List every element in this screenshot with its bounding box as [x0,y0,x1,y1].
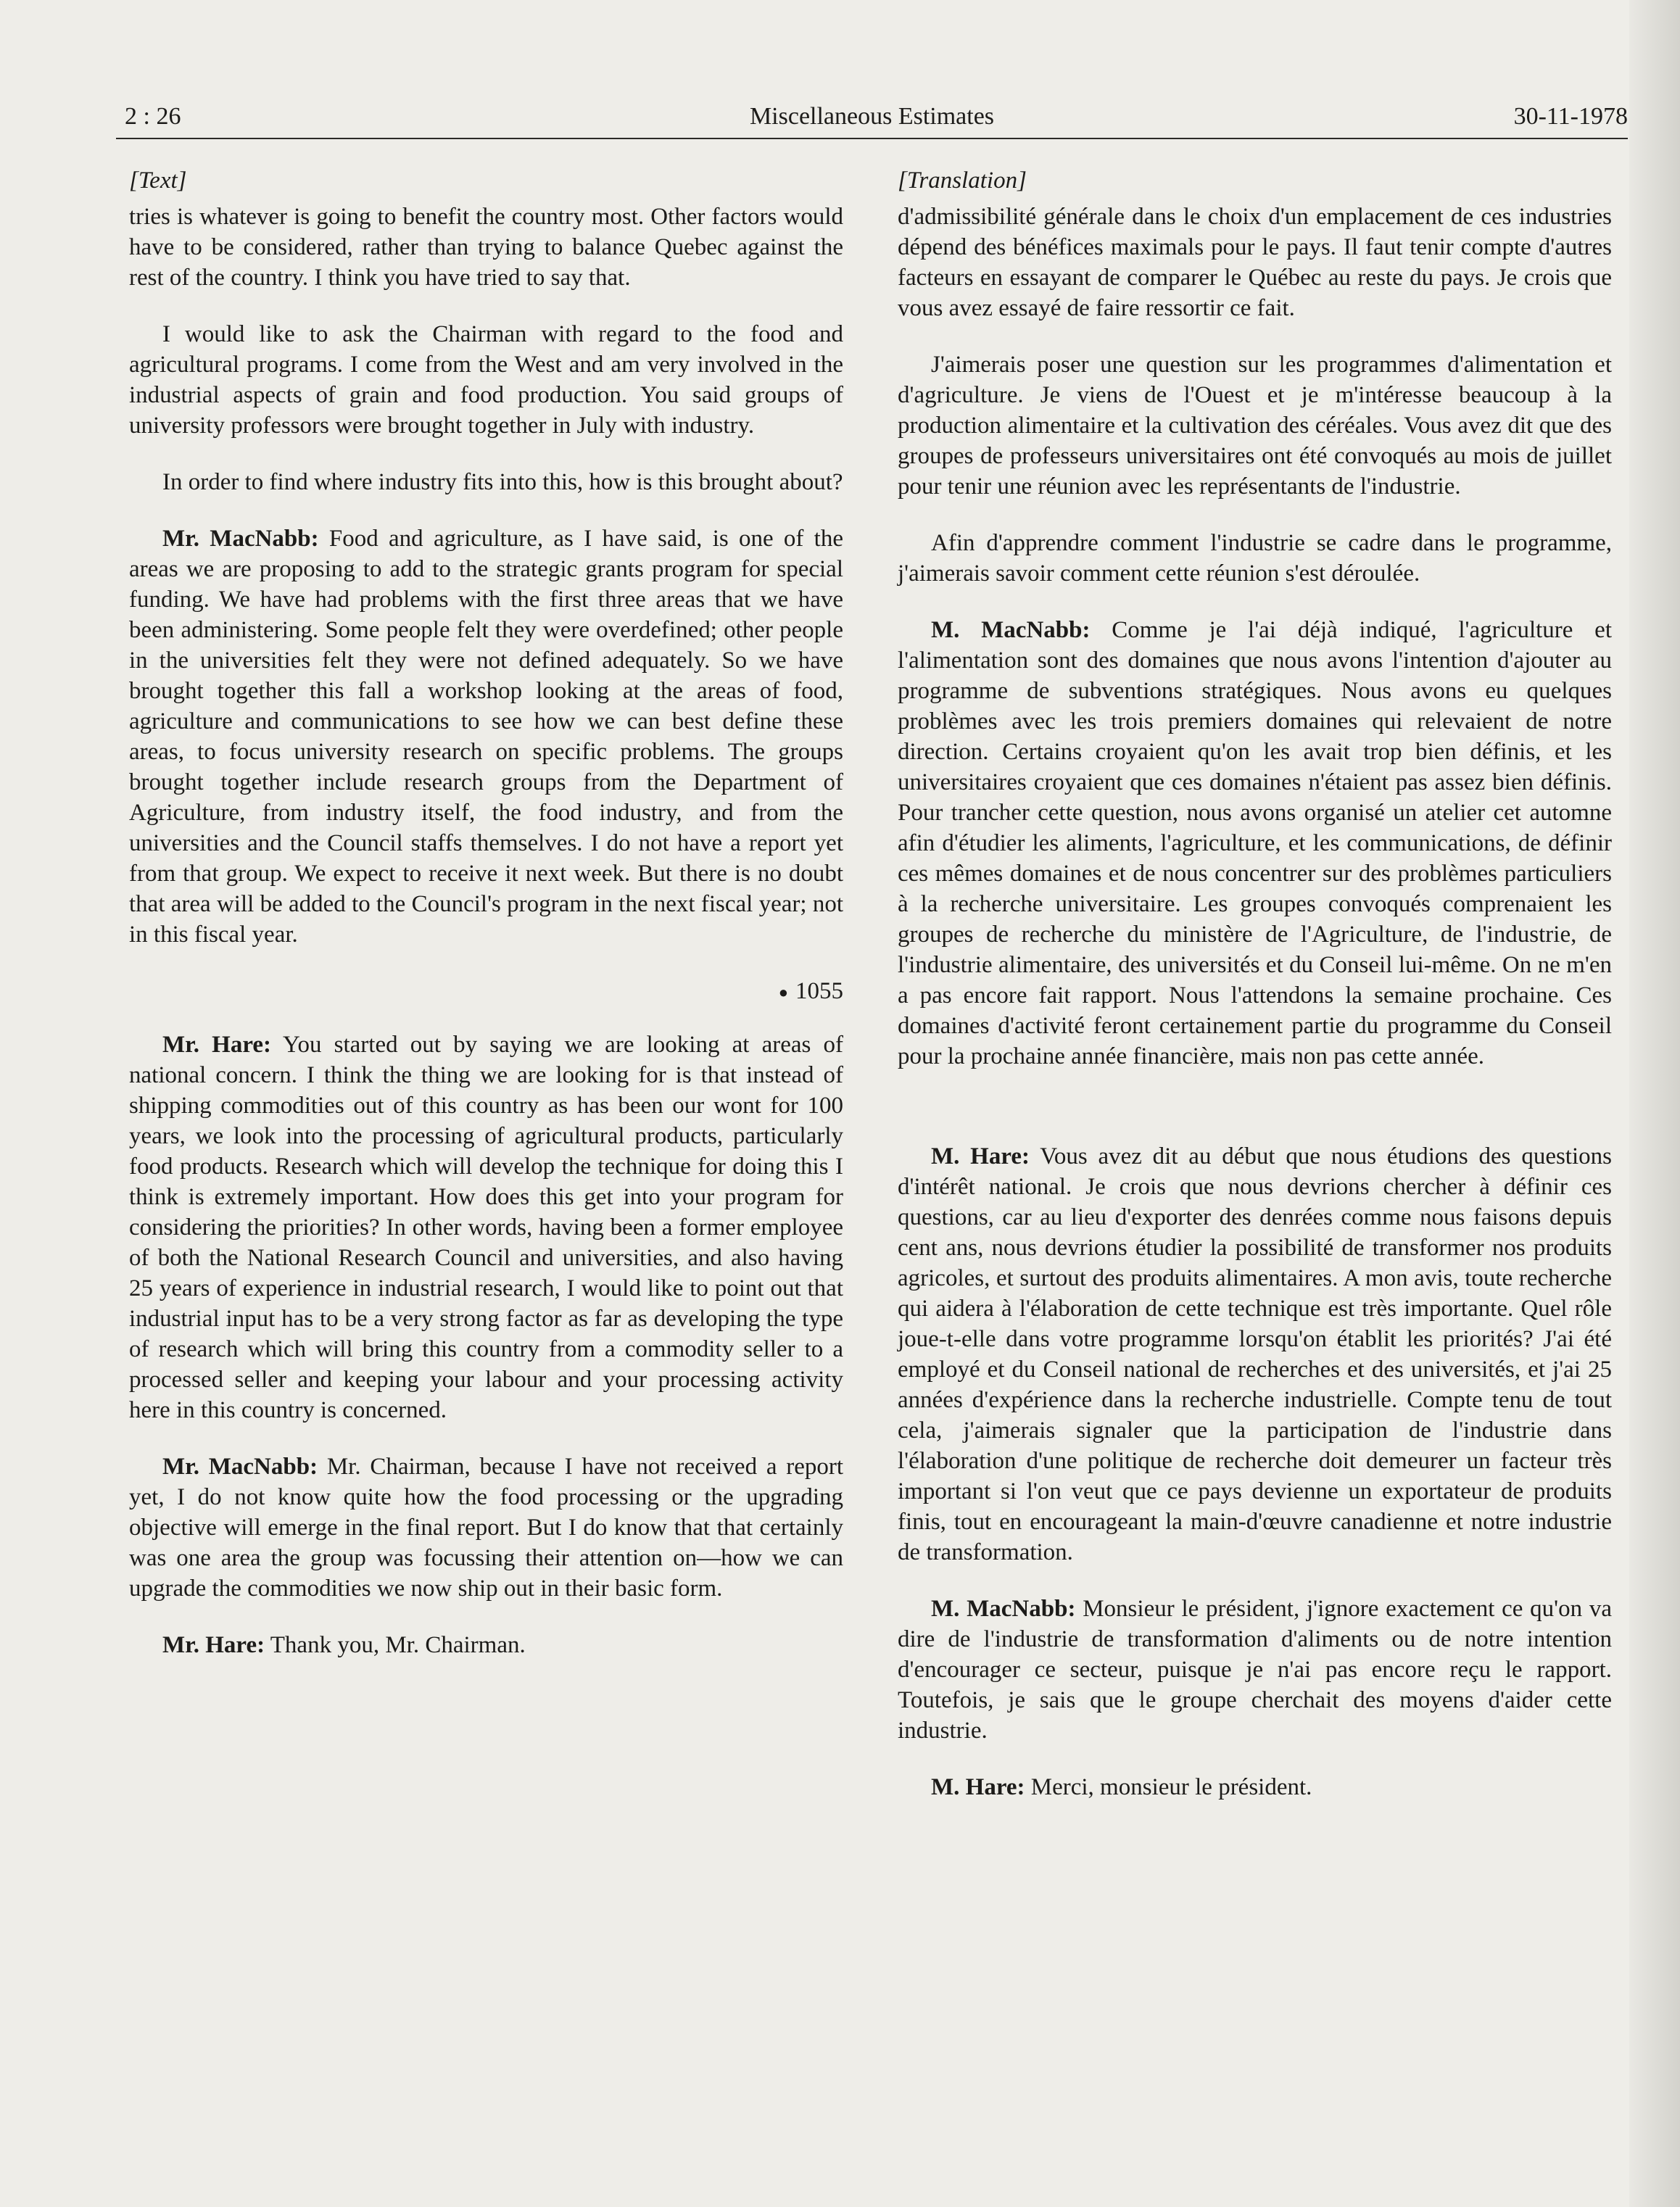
speech-paragraph [898,615,1612,1072]
paragraph: J'aimerais poser une question sur les programmes d'alimentation et d'agriculture. Je viens de l'Ouest et je m'intéresse beaucoup à la production alimentaire et la cultivation des céréales. Vous avez dit que des groupes de professeurs universitaires ont été convoqués au mois de juillet pour tenir une réunion avec les représentants de l'industrie. [898,352,1612,500]
spacer [898,1098,1612,1141]
speech-paragraph [898,1772,1612,1802]
paragraph: I would like to ask the Chairman with regard to the food and agricultural programs. I come from the West and am very involved in the industrial aspects of grain and food production. You said groups of university professors were brought together in July with industry. [129,321,843,439]
english-column [129,165,843,1686]
speaker-name: Mr. MacNabb: [162,526,319,552]
speech-text: Mr. Chairman, because I have not received a report yet, I do not know quite how the food processing or the upgrading objective will emerge in the final report. But I do know that that certainly was one area the group was focussing their attention on—how we can upgrade the commodities we now ship out in their basic form. [129,1454,843,1602]
time-marker [129,976,843,1008]
page-number: 2 : 26 [125,103,181,130]
speech-paragraph [129,1630,843,1660]
paragraph: In order to find where industry fits into this, how is this brought about? [162,469,843,495]
speaker-name: Mr. Hare: [162,1632,265,1659]
page-header [116,100,1628,139]
speech-paragraph [129,523,843,950]
speech-text: Thank you, Mr. Chairman. [265,1632,526,1659]
speaker-name: Mr. MacNabb: [162,1454,318,1481]
speaker-name: M. MacNabb: [931,617,1091,643]
speaker-name: M. MacNabb: [931,1596,1076,1622]
speech-paragraph [129,1030,843,1425]
speech-text: Vous avez dit au début que nous étudions des questions d'intérêt national. Je crois que nous devrions chercher à définir ces questions, car au lieu d'exporter des denrées comme nous faisons depuis cent ans, nous devrions étudier la possibilité de transformer nos produits agricoles, et surtout des produits alimentaires. A mon avis, toute recherche qui aidera à l'élaboration de cette technique est très importante. Quel rôle joue-t-elle dans votre programme lorsqu'on établit les priorités? J'ai été employé et du Conseil national de recherches et des universités, et j'ai 25 années d'expérience dans la recherche industrielle. Compte tenu de tout cela, j'aimerais signaler que la participation de l'industrie dans l'élaboration d'une politique de recherche doit demeurer un facteur très important si l'on veut que ce pays devienne un exportateur de produits finis, tout en encourageant la main-d'œuvre canadienne et notre industrie de transformation. [898,1143,1612,1565]
page-edge-shadow [1629,0,1680,2207]
speaker-name: M. Hare: [931,1143,1030,1169]
bullet-icon: ● [778,983,788,1002]
speaker-name: M. Hare: [931,1774,1025,1800]
page-title: Miscellaneous Estimates [749,103,995,130]
speech-text: Merci, monsieur le président. [1025,1774,1312,1800]
text-label: [Text] [129,167,187,194]
speech-paragraph [898,1594,1612,1746]
speech-text: Comme je l'ai déjà indiqué, l'agriculture et l'alimentation sont des domaines que nous avons l'intention d'ajouter au programme de subventions stratégiques. Nous avons eu quelques problèmes avec les trois premiers domaines qui relevaient de notre direction. Certains croyaient qu'on les avait trop bien définis, et les universitaires croyaient que ces domaines n'étaient pas assez bien définis. Pour trancher cette question, nous avons organisé un atelier cet automne afin d'étudier les aliments, l'agriculture, et les communications, de définir ces mêmes domaines et de nous concentrer sur des problèmes particuliers à la recherche universitaire. Les groupes convoqués comprenaient les groupes de recherche du ministère de l'Agriculture, de l'industrie, de l'industrie alimentaire, des universités et du Conseil lui-même. On ne m'en a pas encore fait rapport. Nous l'attendons la semaine prochaine. Ces domaines d'activité feront certainement partie du programme du Conseil pour la prochaine année financière, mais non pas cette année. [898,617,1612,1069]
translation-label: [Translation] [898,167,1027,194]
speech-text: You started out by saying we are looking at areas of national concern. I think the thing we are looking for is that instead of shipping commodities out of this country as has been our wont for 100 years, we look into the processing of agricultural products, particularly food products. Research which will develop the technique for doing this I think is extremely important. How does this get into your program for considering the priorities? In other words, having been a former employee of both the National Research Council and universities, and also having 25 years of experience in industrial research, I would like to point out that industrial input has to be a very strong factor as far as developing the type of research which will bring this country from a commodity seller to a processed seller and keeping your labour and your processing activity here in this country is concerned. [129,1032,843,1424]
speech-text: Monsieur le président, j'ignore exactement ce qu'on va dire de l'industrie de transformation d'aliments ou de notre intention d'encourager ce secteur, puisque je n'ai pas encore reçu le rapport. Toutefois, je sais que le groupe cherchait des moyens d'aider cette industrie. [898,1596,1612,1744]
paragraph: tries is whatever is going to benefit the country most. Other factors would have to be considered, rather than trying to balance Quebec against the rest of the country. I think you have tried to say that. [129,204,843,291]
paragraph: d'admissibilité générale dans le choix d'un emplacement de ces industries dépend des bénéfices maximals pour le pays. Il faut tenir compte d'autres facteurs en essayant de comparer le Québec au reste du pays. Je crois que vous avez essayé de faire ressortir ce fait. [898,204,1612,321]
time-marker-text: 1055 [795,978,843,1004]
paragraph: Afin d'apprendre comment l'industrie se cadre dans le programme, j'aimerais savoir comment cette réunion s'est déroulée. [898,530,1612,587]
speech-text: Food and agriculture, as I have said, is one of the areas we are proposing to add to the strategic grants program for special funding. We have had problems with the first three areas that we have been administering. Some people felt they were overdefined; other people in the universities felt they were not defined adequately. So we have brought together this fall a workshop looking at the areas of food, agriculture and communications to see how we can best define these areas, to focus university research on specific problems. The groups brought together include research groups from the Department of Agriculture, from industry itself, the food industry, and from the universities and the Council staffs themselves. I do not have a report yet from that group. We expect to receive it next week. But there is no doubt that area will be added to the Council's program in the next fiscal year; not in this fiscal year. [129,526,843,948]
speaker-name: Mr. Hare: [162,1032,272,1059]
page-date: 30-11-1978 [1513,103,1628,130]
speech-paragraph [898,1141,1612,1568]
speech-paragraph [129,1452,843,1604]
french-column [898,165,1612,1829]
